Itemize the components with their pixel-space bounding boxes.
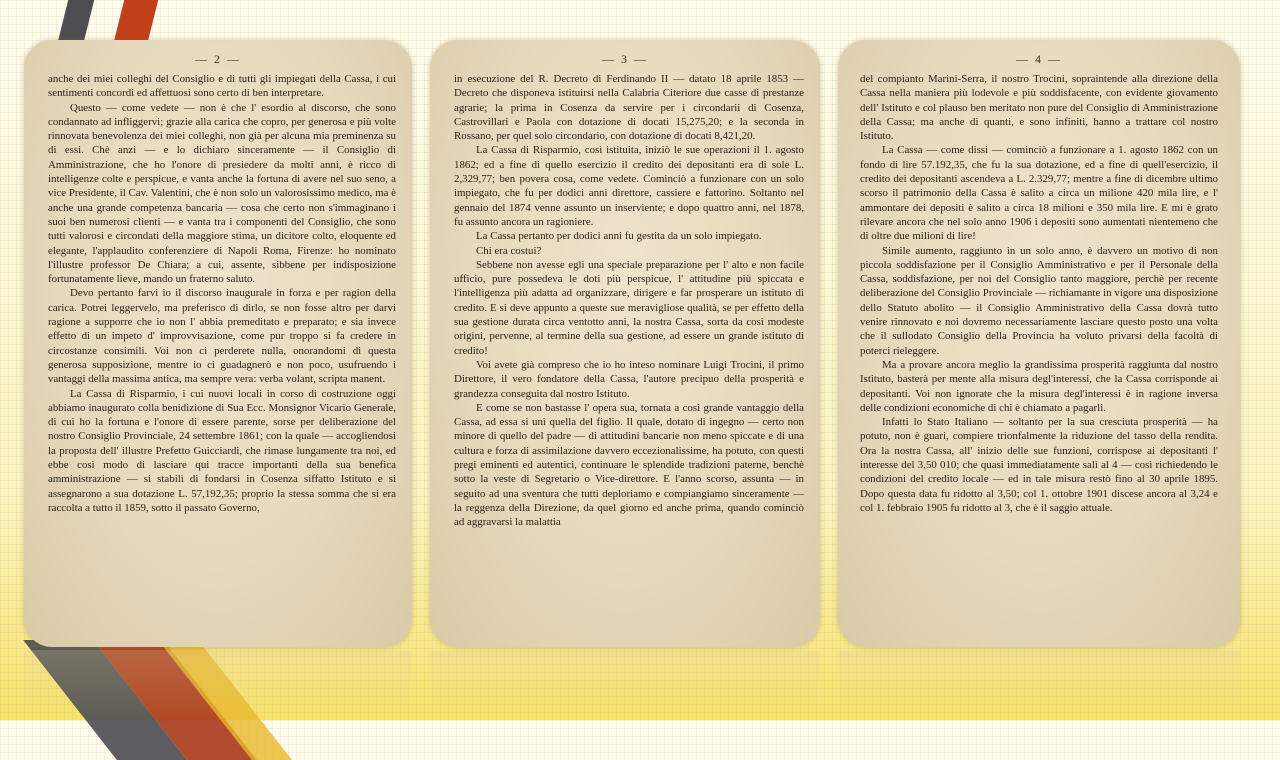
page-number: — 4 — xyxy=(1016,52,1062,66)
paragraph: Sebbene non avesse egli una speciale preparazione per l' alto e non facile ufficio, pure possedeva le doti più perspicue, l' attitudine più spiccata e l'intelligenza più adatta ad organizzare, dirigere e far prosperare un istituto di credito. E si deve appunto a queste sue meravigliose qualità, se per effetto della sua gestione durata circa ventotto anni, la nostra Cassa, sorta da così modeste origini, pervenne, al termine della sua gestione, ad essere un grande istituto di credito! xyxy=(454,258,804,357)
paragraph: La Cassa pertanto per dodici anni fu gestita da un solo impiegato. xyxy=(476,230,762,243)
page-body xyxy=(430,68,820,530)
paragraph: Simile aumento, raggiunto in un solo anno, è davvero un motivo di non piccola soddisfazione per il Consiglio Amministrativo e per il Personale della Cassa, soddisfazione, per noi del Consiglio tanto maggiore, perchè per recente deliberazione del Consiglio Provinciale — richiamante in vigore una disposizione dello Statuto abolito — il Consiglio Amministrativo della Cassa dovrà tutto venire rinnovato e noi dovremo necessariamente lasciare questo posto una volta che il sullodato Consiglio della Provincia ha voluto privarsi della facoltà di poterci rieleggere. xyxy=(860,244,1218,357)
page-number: — 3 — xyxy=(602,52,648,66)
paragraph: anche dei miei colleghi del Consiglio e di tutti gli impiegati della Cassa, i cui sentimenti concordi ed affettuosi sono certo di ben interpretare. xyxy=(48,73,396,100)
page-4-reflection xyxy=(838,650,1240,720)
paragraph: del compianto Marini-Serra, il nostro Trocini, sopraintende alla direzione della Cassa nella maniera più lodevole e più soddisfacente, con evidente giovamento dell' Istituto e col plauso ben meritato non pure del Consiglio di Amministrazione della Cassa; ma anche di quanti, e sono infiniti, hanno a trattare col nostro Istituto. xyxy=(860,73,1218,143)
paragraph: La Cassa di Risparmio, così istituita, iniziò le sue operazioni il 1. agosto 1862; ed a fine di quello esercizio il credito dei depositanti era di sole L. 2,329,77; ben povera cosa, come vedete. Cominciò a funzionare con un solo impiegato, che fu per dodici anni direttore, cassiere e fattorino. Soltanto nel gennaio del 1874 venne assunto un inserviente; e dopo quattro anni, nel 1878, fu assunto ancora un ragioniere. xyxy=(454,144,804,228)
document-page-2 xyxy=(24,40,412,647)
paragraph: La Cassa — come dissi — cominciò a funzionare a 1. agosto 1862 con un fondo di lire 57.192,35, che fu la sua dotazione, ed a fine di quell'esercizio, il credito dei depositanti ascendeva a L. 2.329,77; mentre a fine di dicembre ultimo scorso il patrimonio della Cassa è salito a circa un milione 420 mila lire, e l' ammontare dei depositi è salito a circa 18 milioni e 350 mila lire. E mi è grato rilevare ancora che nel solo anno 1906 i depositi sono aumentati nientemeno che di oltre due milioni di lire! xyxy=(860,144,1218,243)
page-3-reflection xyxy=(430,650,820,720)
paragraph: Voi avete già compreso che io ho inteso nominare Luigi Trocini, il primo Direttore, il vero fondatore della Cassa, l'autore precipuo della prosperità e grandezza conseguita dal nostro Istituto. xyxy=(454,358,804,400)
paragraph: Infatti lo Stato Italiano — soltanto per la sua cresciuta prosperità — ha potuto, non è guari, compiere trionfalmente la riduzione del tasso della rendita. Ora la nostra Cassa, all' inizio delle sue funzioni, corrispose ai depositanti l' interesse del 3,50 010; che quasi immediatamente salì al 4 — così richiedendo le condizioni del credito locale — ed in tale misura restò fino al 30 aprile 1895. Dopo questa data fu ridotto al 3,50; col 1. ottobre 1901 discese ancora al 3,24 e col 1. febbraio 1905 fu ridotto al 3, che è il saggio attuale. xyxy=(860,416,1218,514)
page-2-reflection xyxy=(24,650,412,720)
document-page-4 xyxy=(838,40,1240,647)
paragraph: Questo — come vedete — non è che l' esordio al discorso, che sono condannato ad infliggervi; grazie alla carica che copro, per generosa e più volte rinnovata benevolenza dei miei colleghi, non già per alcuna mia preminenza su di essi. Chè anzi — e lo dichiaro sinceramente — il Consiglio di Amministrazione, che ho l'onore di presiedere da molti anni, è ricco di intelligenze colte e perspicue, e vanta anche la fortuna di avere nel suo seno, a vice Presidente, il Cav. Valentini, che è non solo un valorosissimo medico, ma è anche una grande competenza bancaria — cosa che certo non s'immaginano i suoi ben numerosi clienti — e vanta tra i componenti del Consiglio, che sono tutti valorosi e circondati della maggiore stima, un dicitore colto, eloquente ed elegante, l'applaudito conferenziere di Napoli Roma, Firenze: ho nominato l'illustre professor De Chiara; a cui, assente, sibbene per indisposizione fortunatamente lieve, mando un fraterno saluto. xyxy=(48,101,396,286)
paragraph: Chi era costui? xyxy=(476,244,542,257)
paragraph: La Cassa di Risparmio, i cui nuovi locali in corso di costruzione oggi abbiamo inaugurato colla benidizione di Sua Ecc. Monsignor Vicario Generale, di cui ho la fortuna e l'onore di essere parente, sorse per deliberazione del nostro Consiglio Provinciale, 24 settembre 1861; con la quale — accogliendosi la proposta dell' illustre Prefetto Guicciardi, che rimase lungamente tra noi, ed ebbe così modo di lasciare qui tracce importanti della sua benefica amministrazione — si stabilì di fondarsi in Cosenza siffatto Istituto e si assegnarono a sua dotazione L. 57,192,35; proprio la stessa somma che si era raccolta a tutto il 1859, sotto il passato Governo, xyxy=(48,387,396,514)
page-number: — 2 — xyxy=(195,52,241,66)
page-body xyxy=(24,68,412,515)
paragraph: Ma a provare ancora meglio la grandissima prosperità raggiunta dal nostro Istituto, basterà per mente alla misura degl'interessi, che la Cassa corrisponde ai depositanti. Voi non ignorate che la misura degl'interessi è in ragione inversa delle condizioni economiche di chi è chiamato a pagarli. xyxy=(860,358,1218,414)
paragraph: in esecuzione del R. Decreto di Ferdinando II — datato 18 aprile 1853 — Decreto che disponeva istituirsi nella Calabria Citeriore due casse di prestanze agrarie; la prima in Cosenza da servire per i circondarii di Cosenza, Castrovillari e Paola con dotazione di docati 15,275,20; e la seconda in Rossano, per quel solo circondario, con dotazione di docati 8,421,20. xyxy=(454,73,804,143)
paragraph: Devo pertanto farvi io il discorso inaugurale in forza e per ragion della carica. Potrei leggervelo, ma preferisco di dirlo, se non fosse altro per darvi ragione a supporre che io non l' abbia premeditato e preparato; e sia invece effetto di un impeto d' improvvisazione, come pur troppo si fa credere in circostanze consimili. Voi non ci perderete nulla, onorandomi di questa generosa supposizione, mentre io ci guadagnerò e non poco, usufruendo i vantaggi della massima antica, ma sempre vera: verba volant, scripta manent. xyxy=(48,287,396,386)
page-body xyxy=(838,68,1240,515)
paragraph: E come se non bastasse l' opera sua, tornata a così grande vantaggio della Cassa, ad essa si unì quella del figlio. Il quale, dotato di ingegno — certo non minore di quello del padre — di attitudini bancarie non meno spiccate e di una cultura e forza di assimilazione davvero eccezionalissime, ha potuto, con questi pregi eminenti ed autentici, continuare le splendide tradizioni paterne, benchè sotto la veste di Segretario o Vice-direttore. E l'anno scorso, assunta — in seguito ad una sventura che tutti deploriamo e compiangiamo sinceramente — la reggenza della Direzione, da quel giorno ed anche prima, quando cominciò ad aggravarsi la malattia xyxy=(454,401,804,529)
document-page-3 xyxy=(430,40,820,647)
